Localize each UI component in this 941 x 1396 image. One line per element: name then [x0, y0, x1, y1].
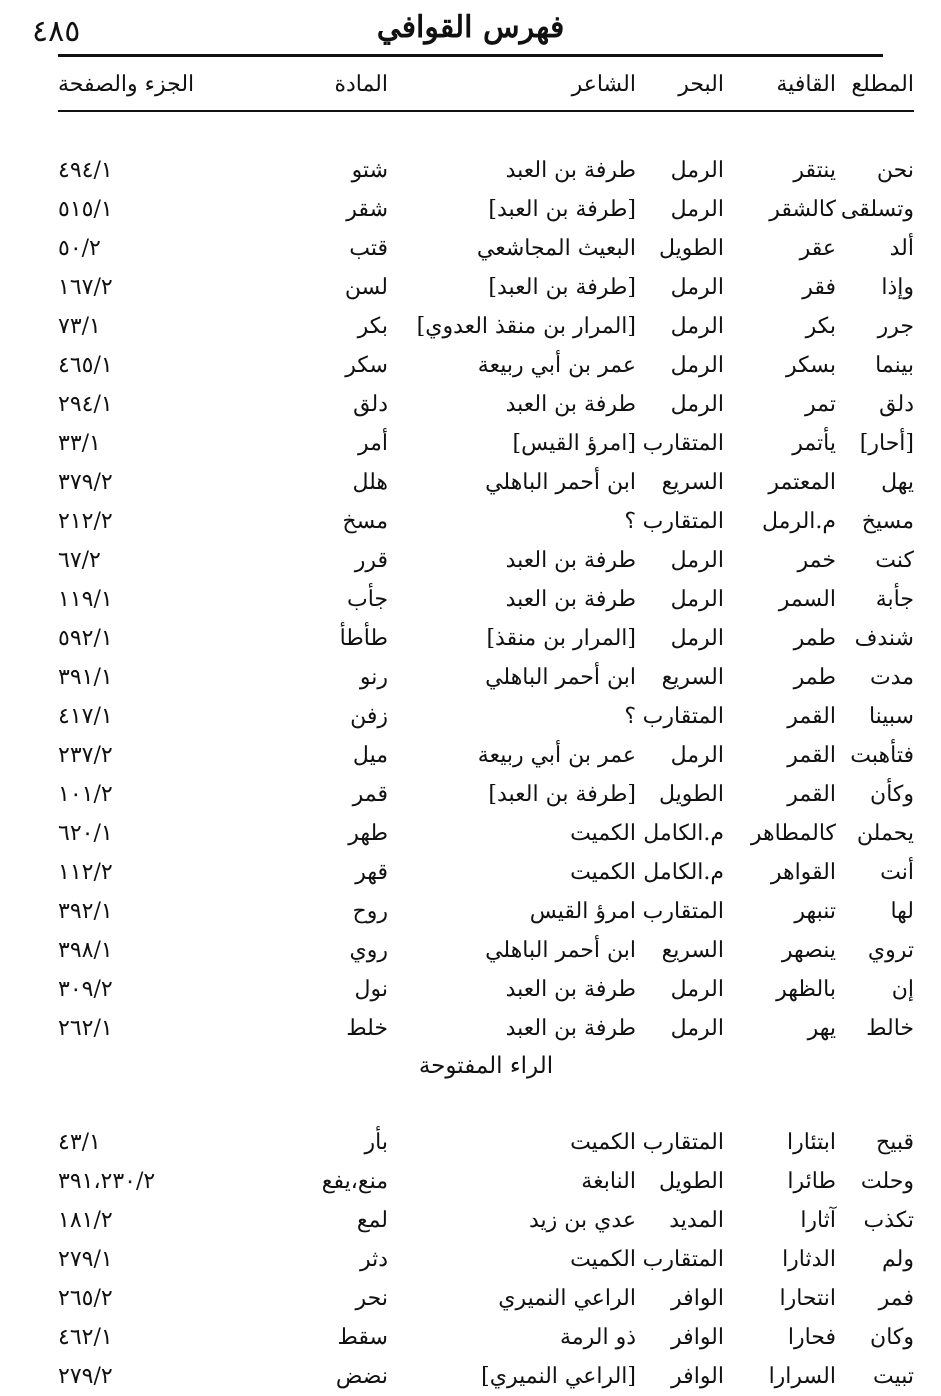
cell-meter: الرمل	[670, 353, 724, 378]
column-header-reference: الجزء والصفحة	[58, 58, 258, 111]
cell-ref: ٢٦٢/١	[58, 1016, 113, 1041]
cell-ref: ١١٩/١	[58, 587, 113, 612]
cell-material: نضض	[335, 1364, 388, 1389]
cell-rhyme: طمر	[793, 665, 836, 690]
cell-meter: المتقارب	[642, 704, 724, 729]
cell-meter: الرمل	[670, 314, 724, 339]
cell-material: روح	[352, 899, 388, 924]
cell-material: قرر	[354, 548, 388, 573]
cell-material: جأب	[346, 587, 388, 612]
cell-meter: السريع	[661, 470, 724, 495]
cell-opening: خالط	[866, 1016, 914, 1041]
cell-rhyme: تنبهر	[794, 899, 836, 924]
column-header-opening: المطلع	[836, 58, 914, 111]
cell-material: قمر	[352, 782, 388, 807]
cell-opening: فتأهبت	[850, 743, 914, 768]
cell-poet: [طرفة بن العبد]	[488, 197, 636, 222]
cell-opening: شندف	[854, 626, 914, 651]
cell-poet: [المرار بن منقذ العدوي]	[416, 314, 636, 339]
cell-ref: ٢٧٩/١	[58, 1247, 113, 1272]
cell-meter: المتقارب	[642, 431, 724, 456]
column-header-row	[58, 58, 914, 111]
cell-rhyme: انتحارا	[779, 1286, 836, 1311]
cell-opening: تكذب	[863, 1208, 914, 1233]
cell-rhyme: كالشقر	[769, 197, 836, 222]
cell-rhyme: بالظهر	[776, 977, 836, 1002]
cell-poet: طرفة بن العبد	[505, 158, 636, 183]
cell-material: طهر	[348, 821, 388, 846]
cell-rhyme: يهر	[807, 1016, 836, 1041]
cell-poet: النابغة	[581, 1169, 636, 1194]
cell-poet: طرفة بن العبد	[505, 548, 636, 573]
page-title: فهرس القوافي	[376, 10, 565, 45]
cell-ref: ٣٣/١	[58, 431, 101, 456]
cell-material: قتب	[349, 236, 388, 261]
cell-meter: الرمل	[670, 977, 724, 1002]
cell-rhyme: السمر	[778, 587, 836, 612]
header-rule	[58, 54, 883, 57]
column-header-poet: الشاعر	[416, 58, 636, 111]
cell-material: رنو	[359, 665, 388, 690]
cell-ref: ٥٠/٢	[58, 236, 101, 261]
cell-ref: ٦٧/٢	[58, 548, 101, 573]
cell-opening: سبينا	[868, 704, 914, 729]
cell-meter: الطويل	[658, 1169, 724, 1194]
cell-ref: ٤٦٥/١	[58, 353, 113, 378]
cell-meter: الرمل	[670, 548, 724, 573]
table-row	[58, 736, 914, 775]
column-header-material: المادة	[258, 58, 416, 111]
cell-poet: طرفة بن العبد	[505, 1016, 636, 1041]
cell-rhyme: القواهر	[770, 860, 836, 885]
cell-rhyme: كالمطاهر	[750, 821, 836, 846]
table-row	[58, 424, 914, 463]
table-row	[58, 346, 914, 385]
cell-poet: ابن أحمر الباهلي	[485, 470, 636, 495]
cell-rhyme: بسكر	[785, 353, 836, 378]
cell-poet: ؟	[624, 509, 636, 534]
cell-rhyme: ينصهر	[781, 938, 836, 963]
cell-ref: ٢١٢/٢	[58, 509, 113, 534]
cell-material: نحر	[355, 1286, 388, 1311]
cell-material: قهر	[355, 860, 388, 885]
cell-opening: يحملن	[856, 821, 914, 846]
rhyme-index-table	[58, 58, 914, 1396]
cell-material: سقط	[337, 1325, 388, 1350]
table-row	[58, 1123, 914, 1162]
table-row	[58, 541, 914, 580]
cell-rhyme: بكر	[805, 314, 836, 339]
cell-meter: م.الكامل	[643, 860, 724, 885]
cell-rhyme: المعتمر	[768, 470, 836, 495]
cell-poet: عمر بن أبي ربيعة	[477, 353, 636, 378]
table-row	[58, 775, 914, 814]
cell-poet: ذو الرمة	[560, 1325, 636, 1350]
table-row	[58, 1357, 914, 1396]
cell-opening: لها	[890, 899, 914, 924]
cell-opening: وتسلقى	[840, 197, 914, 222]
cell-meter: الرمل	[670, 392, 724, 417]
cell-opening: جأبة	[875, 587, 914, 612]
cell-meter: الرمل	[670, 1016, 724, 1041]
cell-rhyme: خمر	[797, 548, 836, 573]
table-row	[58, 1240, 914, 1279]
cell-opening: تبيت	[872, 1364, 914, 1389]
cell-opening: وكأن	[870, 782, 914, 807]
cell-material: دثر	[359, 1247, 388, 1272]
cell-meter: الرمل	[670, 197, 724, 222]
cell-material: خلط	[346, 1016, 388, 1041]
cell-rhyme: الدثارا	[782, 1247, 836, 1272]
cell-ref: ٣٩٢/١	[58, 899, 113, 924]
cell-opening: دلق	[879, 392, 914, 417]
cell-opening: نحن	[876, 158, 914, 183]
column-header-rhyme: القافية	[724, 58, 836, 111]
cell-opening: وحلت	[860, 1169, 914, 1194]
table-row	[58, 1009, 914, 1048]
cell-ref: ١٨١/٢	[58, 1208, 113, 1233]
cell-material: أمر	[357, 431, 388, 456]
table-row	[58, 892, 914, 931]
cell-ref: ٢٩٤/١	[58, 392, 113, 417]
cell-rhyme: فحارا	[787, 1325, 836, 1350]
cell-meter: المتقارب	[642, 509, 724, 534]
cell-rhyme: ابتئارا	[787, 1130, 836, 1155]
table-row	[58, 814, 914, 853]
cell-ref: ٣٩٨/١	[58, 938, 113, 963]
cell-ref: ٢٧٩/٢	[58, 1364, 113, 1389]
cell-poet: امرؤ القيس	[529, 899, 636, 924]
table-row	[58, 1201, 914, 1240]
table-row	[58, 580, 914, 619]
table-row	[58, 1162, 914, 1201]
cell-rhyme: القمر	[787, 704, 836, 729]
cell-rhyme: م.الرمل	[761, 509, 836, 534]
table-row	[58, 658, 914, 697]
table-row	[58, 697, 914, 736]
page-number: ٤٨٥	[32, 14, 81, 49]
table-row	[58, 190, 914, 229]
cell-poet: ؟	[624, 704, 636, 729]
cell-rhyme: السرارا	[768, 1364, 836, 1389]
cell-poet: الكميت	[570, 821, 636, 846]
cell-ref: ٤٣/١	[58, 1130, 101, 1155]
cell-meter: المتقارب	[642, 899, 724, 924]
cell-rhyme: يأتمر	[792, 431, 836, 456]
cell-ref: ٣٩١،٢٣٠/٢	[58, 1169, 156, 1194]
table-row	[58, 307, 914, 346]
cell-meter: المتقارب	[642, 1130, 724, 1155]
cell-poet: طرفة بن العبد	[505, 977, 636, 1002]
cell-poet: عمر بن أبي ربيعة	[477, 743, 636, 768]
cell-ref: ٣٩١/١	[58, 665, 113, 690]
table-row	[58, 1318, 914, 1357]
cell-material: دلق	[353, 392, 388, 417]
cell-material: شتو	[351, 158, 388, 183]
cell-opening: تروي	[867, 938, 914, 963]
table-row	[58, 970, 914, 1009]
cell-material: مسخ	[342, 509, 388, 534]
cell-rhyme: طمر	[793, 626, 836, 651]
cell-poet: الكميت	[570, 1247, 636, 1272]
cell-opening: ولم	[882, 1247, 914, 1272]
cell-meter: المديد	[669, 1208, 724, 1233]
cell-material: شقر	[346, 197, 388, 222]
cell-opening: إن	[891, 977, 914, 1002]
table-row	[58, 463, 914, 502]
cell-poet: [طرفة بن العبد]	[488, 782, 636, 807]
table-row	[58, 853, 914, 892]
table-row	[58, 931, 914, 970]
cell-meter: السريع	[661, 665, 724, 690]
cell-material: سكر	[345, 353, 388, 378]
cell-poet: ابن أحمر الباهلي	[485, 665, 636, 690]
cell-opening: مسيخ	[861, 509, 914, 534]
cell-poet: ابن أحمر الباهلي	[485, 938, 636, 963]
cell-poet: الكميت	[570, 1130, 636, 1155]
cell-poet: عدي بن زيد	[528, 1208, 636, 1233]
table-row	[58, 502, 914, 541]
cell-meter: الوافر	[671, 1364, 724, 1389]
cell-ref: ٧٣/١	[58, 314, 101, 339]
table-row	[58, 1279, 914, 1318]
cell-ref: ٣٧٩/٢	[58, 470, 113, 495]
section-heading: الراء المفتوحة	[418, 1053, 554, 1079]
cell-rhyme: آثارا	[800, 1208, 836, 1233]
cell-meter: السريع	[661, 938, 724, 963]
cell-meter: الرمل	[670, 158, 724, 183]
table-row	[58, 151, 914, 190]
cell-material: هلل	[352, 470, 388, 495]
cell-rhyme: ينتقر	[793, 158, 836, 183]
cell-meter: الرمل	[670, 275, 724, 300]
cell-material: بكر	[357, 314, 388, 339]
cell-ref: ٢٦٥/٢	[58, 1286, 113, 1311]
cell-material: منع،يفع	[321, 1169, 388, 1194]
cell-opening: بينما	[875, 353, 914, 378]
cell-ref: ١٠١/٢	[58, 782, 113, 807]
cell-poet: الراعي النميري	[498, 1286, 636, 1311]
cell-material: لسن	[344, 275, 388, 300]
cell-ref: ٢٣٧/٢	[58, 743, 113, 768]
cell-poet: [الراعي النميري]	[481, 1364, 636, 1389]
cell-opening: أنت	[880, 860, 914, 885]
cell-rhyme: عقر	[799, 236, 836, 261]
cell-rhyme: القمر	[787, 743, 836, 768]
cell-opening: ألد	[889, 236, 914, 261]
cell-material: روي	[349, 938, 388, 963]
cell-ref: ٣٠٩/٢	[58, 977, 113, 1002]
cell-poet: [المرار بن منقذ]	[486, 626, 636, 651]
cell-ref: ٤١٧/١	[58, 704, 113, 729]
cell-poet: [امرؤ القيس]	[512, 431, 636, 456]
cell-opening: قبيح	[876, 1130, 914, 1155]
cell-opening: مدت	[869, 665, 914, 690]
cell-material: بأر	[364, 1130, 388, 1155]
cell-rhyme: تمر	[805, 392, 836, 417]
cell-meter: الرمل	[670, 743, 724, 768]
cell-material: لمع	[356, 1208, 388, 1233]
cell-opening: كنت	[875, 548, 914, 573]
cell-opening: يهل	[881, 470, 914, 495]
cell-poet: طرفة بن العبد	[505, 587, 636, 612]
cell-meter: الوافر	[671, 1286, 724, 1311]
cell-ref: ٤٦٢/١	[58, 1325, 113, 1350]
cell-meter: الرمل	[670, 626, 724, 651]
cell-material: طأطأ	[339, 626, 388, 651]
cell-meter: الطويل	[658, 236, 724, 261]
cell-meter: م.الكامل	[643, 821, 724, 846]
cell-ref: ٤٩٤/١	[58, 158, 113, 183]
cell-material: زفن	[350, 704, 388, 729]
cell-rhyme: فقر	[802, 275, 836, 300]
section-heading-row	[58, 1048, 914, 1084]
cell-ref: ١١٢/٢	[58, 860, 113, 885]
cell-ref: ١٦٧/٢	[58, 275, 113, 300]
table-row	[58, 268, 914, 307]
cell-meter: الطويل	[658, 782, 724, 807]
cell-poet: الكميت	[570, 860, 636, 885]
cell-rhyme: القمر	[787, 782, 836, 807]
cell-opening: فمر	[878, 1286, 914, 1311]
table-row	[58, 385, 914, 424]
cell-ref: ٥٩٢/١	[58, 626, 113, 651]
table-row	[58, 619, 914, 658]
cell-poet: البعيث المجاشعي	[476, 236, 636, 261]
cell-ref: ٦٢٠/١	[58, 821, 113, 846]
cell-meter: المتقارب	[642, 1247, 724, 1272]
cell-opening: [أحار]	[859, 431, 914, 456]
cell-meter: الوافر	[671, 1325, 724, 1350]
cell-rhyme: طائرا	[787, 1169, 836, 1194]
cell-meter: الرمل	[670, 587, 724, 612]
table-row	[58, 229, 914, 268]
cell-material: نول	[354, 977, 388, 1002]
cell-poet: [طرفة بن العبد]	[488, 275, 636, 300]
cell-material: ميل	[352, 743, 388, 768]
cell-opening: وإذا	[881, 275, 914, 300]
cell-opening: جرر	[877, 314, 914, 339]
cell-opening: وكان	[870, 1325, 914, 1350]
column-header-meter: البحر	[636, 58, 724, 111]
cell-ref: ٥١٥/١	[58, 197, 113, 222]
cell-poet: طرفة بن العبد	[505, 392, 636, 417]
